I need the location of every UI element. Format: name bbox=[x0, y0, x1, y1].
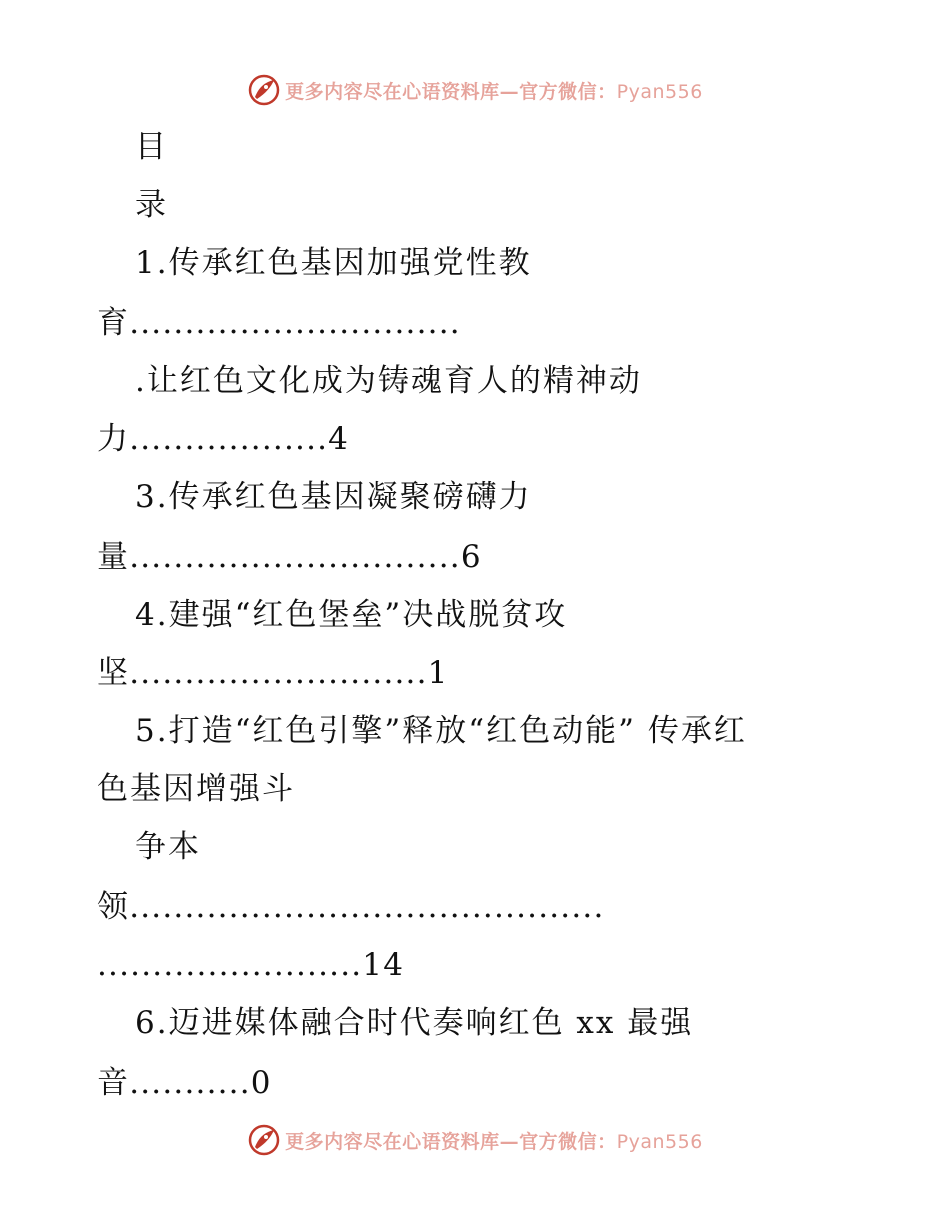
toc-entry-5-title-cont2: 争本 bbox=[135, 829, 201, 865]
toc-entry-1-title: 1.传承红色基因加强党性教 bbox=[135, 245, 532, 281]
toc-entry-4-leader: 坚...........................1 bbox=[97, 655, 449, 691]
toc-entry-3-leader: 量..............................6 bbox=[97, 539, 482, 575]
watermark-text: 更多内容尽在心语资料库—官方微信：Pyan556 bbox=[285, 1130, 703, 1153]
watermark-text: 更多内容尽在心语资料库—官方微信：Pyan556 bbox=[285, 80, 703, 103]
toc-entry-3-title: 3.传承红色基因凝聚磅礴力 bbox=[135, 479, 532, 515]
footer-watermark bbox=[0, 1120, 950, 1160]
toc-title-part1: 目 bbox=[135, 129, 168, 165]
toc-entry-5-title: 5.打造“红色引擎”释放“红色动能” 传承红 bbox=[135, 713, 747, 749]
toc-entry-4-title: 4.建强“红色堡垒”决战脱贫攻 bbox=[135, 597, 568, 633]
toc-entry-5-leader-cont: ........................14 bbox=[97, 947, 405, 983]
toc-entry-5-leader: 领........................................... bbox=[97, 889, 605, 925]
toc-title-part2: 录 bbox=[135, 187, 168, 223]
toc-entry-6-leader: 音...........0 bbox=[97, 1065, 272, 1101]
toc-entry-5-title-cont: 色基因增强斗 bbox=[97, 771, 295, 807]
toc-entry-6-title: 6.迈进媒体融合时代奏响红色 xx 最强 bbox=[135, 1005, 694, 1041]
toc-entry-2-title: .让红色文化成为铸魂育人的精神动 bbox=[135, 363, 642, 399]
toc-entry-1-leader: 育.............................. bbox=[97, 305, 461, 341]
pen-nib-logo-icon bbox=[247, 1123, 281, 1157]
toc-entry-2-leader: 力..................4 bbox=[97, 421, 350, 457]
